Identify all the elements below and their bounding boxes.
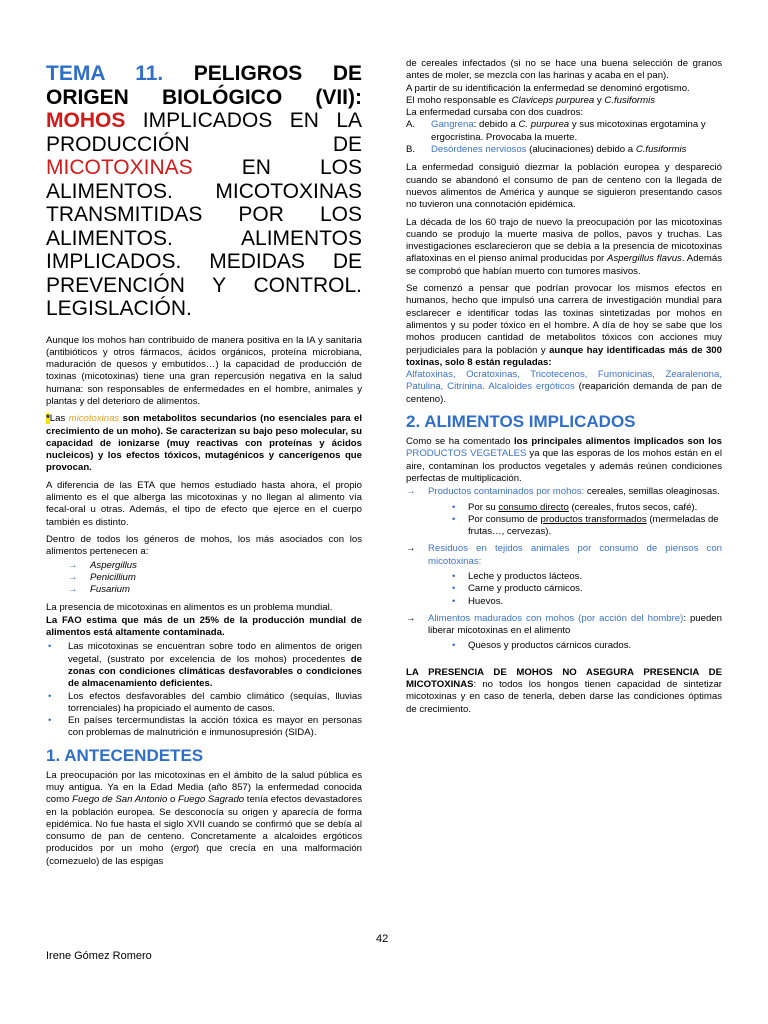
bullet-icon: •	[452, 640, 456, 652]
footer-author: Irene Gómez Romero	[46, 950, 152, 962]
final-paragraph: LA PRESENCIA DE MOHOS NO ASEGURA PRESENCIA DE MICOTOXINAS: no todos los hongos tienen capacidad de sintetizar micotoxinas y en caso de tenerla, deben darse las condiciones óptimas de crecimiento.	[406, 666, 722, 715]
generos-intro: Dentro de todos los géneros de mohos, los más asociados con los alimentos pertenecen a:	[46, 533, 362, 558]
bullet-icon: •	[452, 570, 456, 582]
arrow-icon: →	[68, 584, 78, 596]
arrow-icon: →	[406, 486, 416, 498]
list-item: → Aspergillus	[68, 559, 137, 571]
page-title	[46, 62, 362, 321]
arrow-icon: →	[406, 612, 416, 624]
bullet-icon: •	[452, 513, 456, 525]
problem-bullets	[46, 641, 362, 739]
def-star: *	[46, 413, 50, 425]
cont-paragraph-1: de cereales infectados (si no se hace una buena selección de granos antes de moler, se mezcla con las harinas y acaba en el pan).	[406, 58, 722, 82]
list-item: → Productos contaminados por mohos: cereales, semillas oleaginosas.	[406, 486, 720, 498]
madurados-sublist	[406, 640, 722, 652]
bullet-icon: •	[48, 715, 52, 727]
generos-list	[46, 560, 362, 597]
antecedentes-paragraph: La preocupación por las micotoxinas en el ámbito de la salud pública es muy antigua. Ya en la Edad Media (año 857) la enfermedad conocida como Fuego de San Antonio o Fuego Sagrado tenía efectos devastadores en la población europea. Se desconocía su origen y aparecía de forma epidémica. No fue hasta el siglo XVII cuando se confirmó que se debía al consumo de pan de centeno. Concretamente a alcaloides ergóticos producidos por un moho (ergot) que crecía en una malformación (cornezuelo) de las espigas	[46, 769, 363, 867]
bullet-icon: •	[48, 690, 52, 702]
title-mohos: MOHOS	[46, 109, 126, 132]
cuadros-list	[406, 119, 722, 156]
residuos-sublist	[406, 571, 722, 608]
arrow-icon: →	[406, 543, 416, 555]
bullet-icon: •	[48, 641, 52, 653]
definition-paragraph	[46, 413, 362, 474]
eta-paragraph: A diferencia de las ETA que hemos estudiado hasta ahora, el propio alimento es el que alberga las micotoxinas y no llegan al alimento vía fecal-oral u otras. Además, el tipo de efecto que ejerce en el cuerpo también es distinto.	[46, 479, 362, 528]
title-micotoxinas: MICOTOXINAS	[46, 156, 193, 179]
cont-paragraph-3: El moho responsable es Claviceps purpurea y C.fusiformis	[406, 94, 656, 106]
bullet-icon: •	[452, 583, 456, 595]
arrow-icon: →	[68, 571, 78, 583]
list-item: • Carne y producto cárnicos.	[452, 583, 583, 595]
title-tema: TEMA 11.	[46, 62, 164, 85]
arrow-icon: →	[68, 559, 78, 571]
list-item: • Por consumo de productos transformados (mermeladas de frutas…, cervezas).	[452, 513, 719, 538]
cont-paragraph-4: La enfermedad cursaba con dos cuadros:	[406, 107, 584, 119]
intro-paragraph: Aunque los mohos han contribuido de manera positiva en la IA y sanitaria (antibióticos y otros fármacos, ácidos orgánicos, proteína microbiana, maduración de quesos y embutidos…) la capacidad de producción de toxinas (micotoxinas) tiene una gran repercusión negativa en la salud humana: son responsables de enfermedades en el hombre, animales y plantas y del deterioro de alimentos.	[46, 334, 362, 407]
title-part3: EN LOS ALIMENTOS. MICOTOXINAS TRANSMITIDAS POR LOS ALIMENTOS. ALIMENTOS IMPLICADOS. MEDIDAS DE PREVENCIÓN Y CONTROL. LEGISLACIÓN.	[46, 156, 362, 320]
humanos-paragraph: Se comenzó a pensar que podrían provocar los mismos efectos en humanos, hecho que impulsó una carrera de investigación mundial para esclarecer e identificar todas las toxinas sintetizadas por mohos en alimentos y su poder tóxico en el hombre. A día de hoy se sabe que los mohos producen cantidad de metabolitos tóxicos con acciones muy perjudiciales para la población y aunque hay identificadas más de 300 toxinas, solo 8 están reguladas:	[406, 283, 722, 368]
list-item: • Los efectos desfavorables del cambio climático (sequías, lluvias torrenciales) ha propiciado el aumento de casos.	[48, 690, 362, 714]
title-part1: PELIGROS DE ORIGEN BIOLÓGICO (VII):	[46, 62, 362, 109]
toxinas-paragraph: Alfatoxinas, Ocratoxinas, Tricotecenos, Fumonicinas, Zearalenona, Patulina, Citrinina. Alcaloides ergóticos (reaparición demanda de pan de centeno).	[406, 369, 722, 405]
list-item: • Quesos y productos cárnicos curados.	[452, 640, 632, 652]
alimentos-paragraph: Como se ha comentado los principales alimentos implicados son los PRODUCTOS VEGETALES ya que las esporas de los mohos están en el aire, contaminan los productos vegetales y además reúnen condiciones perfectas de multiplicación.	[406, 436, 722, 484]
fao-paragraph: La FAO estima que más de un 25% de la producción mundial de alimentos está altamente contaminada.	[46, 614, 362, 639]
list-item: • En países tercermundistas la acción tóxica es mayor en personas con problemas de malnutrición e inmunosupresión (SIDA).	[48, 715, 362, 739]
bullet-icon: •	[452, 595, 456, 607]
def-rest: son metabolitos secundarios (no esenciales para el crecimiento de un moho). Se caracterizan su bajo peso molecular, su capacidad de ionizarse (muy reactivas con proteínas y ácidos nucleicos) y los efectos tóxicos, mutagénicos y cancerígenos que provocan.	[46, 413, 362, 474]
list-item: A. Gangrena: debido a C. purpurea y sus micotoxinas ergotamina y ergocristina. Provocaba la muerte.	[406, 119, 706, 143]
europa-paragraph: La enfermedad consiguió diezmar la población europea y despareció cuando se abandonó el consumo de pan de centeno con la llegada de nuevos alimentos de América y aunque se siguieron presentando casos no tuvieron una connotación epidémica.	[406, 162, 722, 211]
cont-paragraph-2: A partir de su identificación la enfermedad se denominó ergotismo.	[406, 82, 690, 94]
page-number: 42	[376, 933, 389, 945]
def-micotoxinas: micotoxinas	[68, 413, 120, 425]
heading-alimentos: 2. ALIMENTOS IMPLICADOS	[406, 412, 636, 432]
title-part2: IMPLICADOS EN LA PRODUCCIÓN DE	[46, 109, 362, 156]
heading-antecedentes: 1. ANTECENDETES	[46, 745, 204, 765]
list-item: • Huevos.	[452, 595, 504, 607]
decada60-paragraph: La década de los 60 trajo de nuevo la preocupación por las micotoxinas cuando se produjo la muerte masiva de pollos, pavos y truchas. Las investigaciones esclarecieron que se debía a la presencia de micotoxinas aflatoxinas en el pienso animal producidas por Aspergillus flavus. Además se comprobó que habían muerto con tumores masivos.	[406, 216, 723, 277]
right-column	[406, 58, 722, 721]
list-item: → Residuos en tejidos animales por consumo de piensos con micotoxinas:	[406, 543, 722, 567]
list-item: → Penicillium	[68, 571, 136, 583]
list-item: • Leche y productos lácteos.	[452, 570, 583, 582]
list-item: • Las micotoxinas se encuentran sobre todo en alimentos de origen vegetal, (sustrato por excelencia de los mohos) procedentes de zonas con condiciones climáticas desfavorables o condiciones de almacenamiento deficientes.	[48, 641, 362, 690]
list-item: → Alimentos madurados con mohos (por acción del hombre): pueden liberar micotoxinas en el alimento	[406, 612, 722, 637]
list-item: • Por su consumo directo (cereales, frutos secos, café).	[452, 501, 698, 513]
list-item: B. Desórdenes nerviosos (alucinaciones) debido a C.fusiformis	[406, 144, 687, 156]
def-las: Las	[49, 413, 69, 425]
left-column	[46, 62, 362, 873]
consumo-sublist	[406, 502, 722, 539]
presencia-paragraph: La presencia de micotoxinas en alimentos es un problema mundial.	[46, 602, 333, 614]
bullet-icon: •	[452, 501, 456, 513]
list-item: → Fusarium	[68, 584, 130, 596]
